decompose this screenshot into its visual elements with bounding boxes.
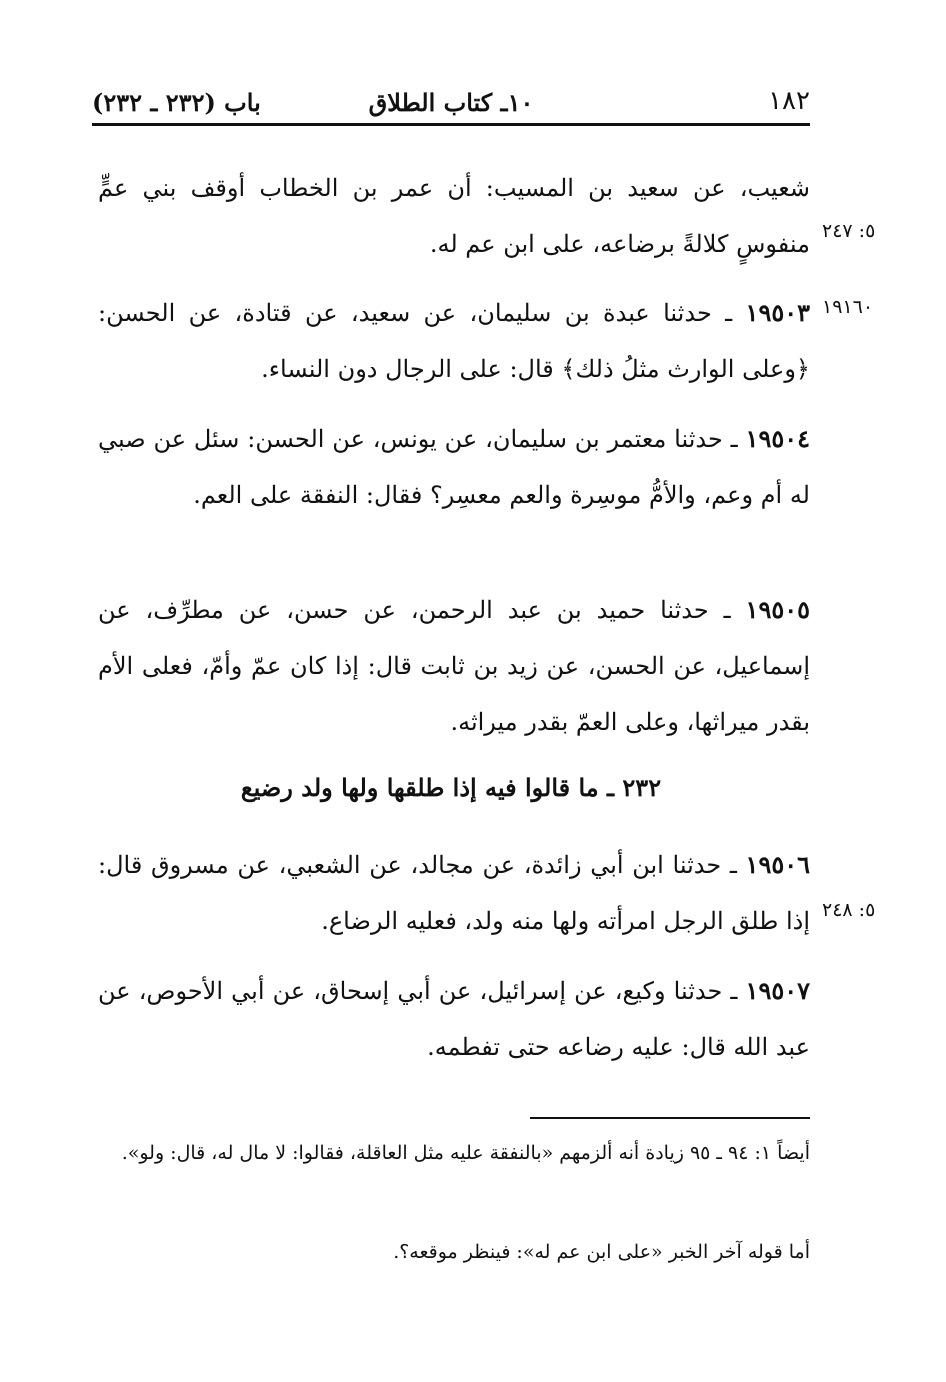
section-title: ٢٣٢ ـ ما قالوا فيه إذا طلقها ولها ولد رضيع [240, 773, 662, 802]
header-rule [92, 123, 810, 126]
hadith-19504 [98, 411, 810, 523]
hadith-number: ١٩٥٠٦ [745, 850, 810, 879]
footnote-2: أما قوله آخر الخبر «على ابن عم له»: فينظر موقعه؟. [393, 1241, 810, 1263]
chapter-range: باب (٢٣٢ ـ ٢٣٢) [92, 88, 261, 117]
margin-ref-248: ٥: ٢٤٨ [822, 899, 876, 921]
hadith-number: ١٩٥٠٥ [745, 595, 810, 624]
margin-ref-19160: ١٩١٦٠ [822, 296, 874, 318]
hadith-19505 [98, 582, 810, 750]
hadith-number: ١٩٥٠٤ [745, 424, 810, 453]
hadith-text: ـ حدثنا معتمر بن سليمان، عن يونس، عن الحسن: سئل عن صبي له أم وعم، والأمُّ موسِرة والعم معسِر؟ فقال: النفقة على العم. [98, 425, 810, 509]
margin-ref-247: ٥: ٢٤٧ [822, 220, 876, 242]
footnote-1: أيضاً ١: ٩٤ ـ ٩٥ زيادة أنه ألزمهم «بالنفقة عليه مثل العاقلة، فقالوا: لا مال له، قال: ولو». [121, 1142, 810, 1164]
book-title: ١٠ـ كتاب الطلاق [368, 88, 534, 117]
intro-paragraph: شعيب، عن سعيد بن المسيب: أن عمر بن الخطاب أوقف بني عمٍّ منفوسٍ كلالةً برضاعه، على ابن عم له. [98, 174, 810, 258]
page-header [92, 78, 810, 126]
hadith-text: ـ حدثنا حميد بن عبد الرحمن، عن حسن، عن مطرِّف، عن إسماعيل، عن الحسن، عن زيد بن ثابت قال: إذا كان عمّ وأمّ، فعلى الأم بقدر ميراثها، وعلى العمّ بقدر ميراثه. [98, 596, 810, 736]
page-number: ١٨٢ [768, 86, 810, 116]
hadith-number: ١٩٥٠٧ [745, 976, 810, 1005]
hadith-text: ـ حدثنا وكيع، عن إسرائيل، عن أبي إسحاق، عن أبي الأحوص، عن عبد الله قال: عليه رضاعه حتى تفطمه. [98, 977, 810, 1061]
hadith-19507 [98, 963, 810, 1075]
hadith-19506 [98, 837, 810, 949]
hadith-text: ـ حدثنا عبدة بن سليمان، عن سعيد، عن قتادة، عن الحسن: ﴿وعلى الوارث مثلُ ذلك﴾ قال: على الرجال دون النساء. [98, 299, 810, 383]
hadith-text: ـ حدثنا ابن أبي زائدة، عن مجالد، عن الشعبي، عن مسروق قال: إذا طلق الرجل امرأته ولها منه ولد، فعليه الرضاع. [98, 851, 810, 935]
hadith-number: ١٩٥٠٣ [745, 298, 810, 327]
hadith-19503 [98, 285, 810, 397]
footnote-rule [530, 1117, 810, 1119]
